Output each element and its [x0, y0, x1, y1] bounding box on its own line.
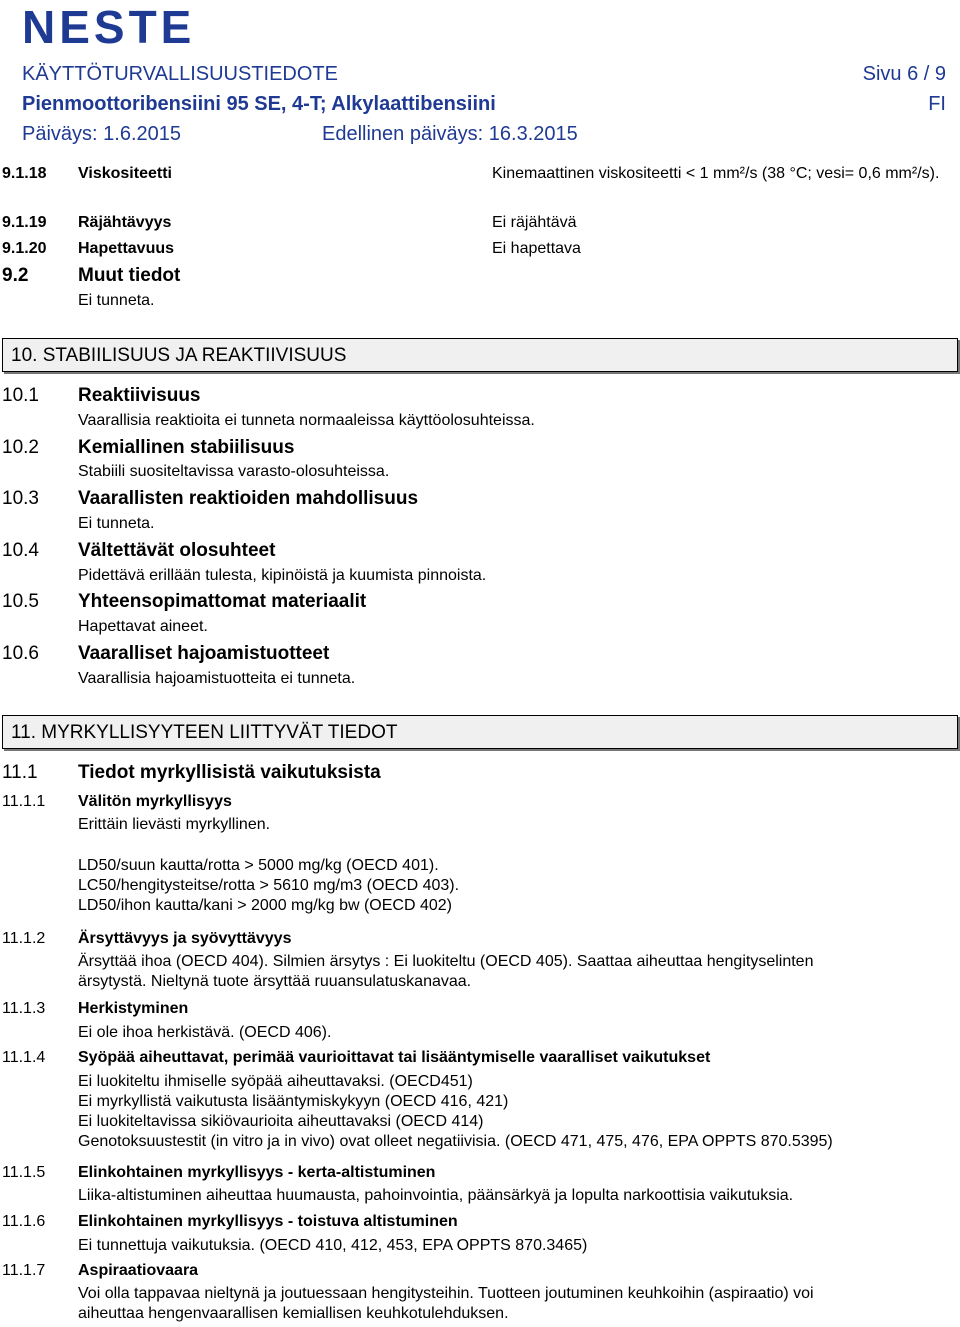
acute-tox-line-2: LD50/suun kautta/rotta > 5000 mg/kg (OECD 401). — [78, 857, 439, 874]
row-number: 9.2 — [2, 265, 29, 286]
cmr-line-1: Ei luokiteltu ihmiselle syöpää aiheuttavaksi. (OECD451) — [78, 1073, 473, 1090]
row-label: Muut tiedot — [78, 265, 181, 286]
item-number: 11.1.5 — [2, 1164, 46, 1181]
item-label: Vaarallisten reaktioiden mahdollisuus — [78, 488, 419, 509]
item-number: 10.3 — [2, 488, 39, 509]
stot-re-line-1: Ei tunnettuja vaikutuksia. (OECD 410, 412, 453, EPA OPPTS 870.3465) — [78, 1237, 588, 1254]
item-number: 10.6 — [2, 643, 39, 664]
row-value: Ei räjähtävä — [492, 214, 577, 231]
s10-item-5-text: Hapettavat aineet. — [78, 618, 208, 635]
item-number: 11.1.7 — [2, 1262, 46, 1279]
item-label: Vältettävät olosuhteet — [78, 540, 276, 561]
item-number: 10.4 — [2, 540, 39, 561]
previous-date: Edellinen päiväys: 16.3.2015 — [322, 123, 578, 145]
item-number: 11.1.2 — [2, 930, 46, 947]
item-label: Herkistyminen — [78, 1000, 189, 1017]
company-logo: NESTE — [22, 1, 196, 53]
cmr-line-4: Genotoksuustestit (in vitro ja in vivo) ovat olleet negatiivisia. (OECD 471, 475, 476, EPA OPPTS 870.5395) — [78, 1133, 833, 1150]
item-label: Tiedot myrkyllisistä vaikutuksista — [78, 762, 381, 783]
aspiration-line-1: Voi olla tappavaa nieltynä ja joutuessaan hengitysteihin. Tuotteen joutuminen keuhkoihin (aspiraatio) voi — [78, 1285, 814, 1302]
acute-tox-line-1: Erittäin lievästi myrkyllinen. — [78, 816, 271, 833]
cmr-line-3: Ei luokiteltavissa sikiövaurioita aiheuttavaksi (OECD 414) — [78, 1113, 484, 1130]
item-number: 10.1 — [2, 385, 39, 406]
item-label: Elinkohtainen myrkyllisyys - toistuva altistuminen — [78, 1213, 458, 1230]
item-label: Aspiraatiovaara — [78, 1262, 199, 1279]
row-label: Hapettavuus — [78, 240, 175, 257]
row-number: 9.1.19 — [2, 214, 47, 231]
item-number: 10.5 — [2, 591, 39, 612]
issue-date: Päiväys: 1.6.2015 — [22, 123, 181, 145]
row-label: Räjähtävyys — [78, 214, 172, 231]
doc-type: KÄYTTÖTURVALLISUUSTIEDOTE — [22, 63, 338, 85]
s10-item-2-text: Stabiili suositeltavissa varasto-olosuhteissa. — [78, 463, 390, 480]
row-number: 9.1.20 — [2, 240, 47, 257]
aspiration-line-2: aiheuttaa hengenvaarallisen kemiallisen keuhkotulehduksen. — [78, 1305, 509, 1322]
section-11-title: 11. MYRKYLLISYYTEEN LIITTYVÄT TIEDOT — [2, 715, 958, 749]
item-number: 10.2 — [2, 437, 39, 458]
doc-header-line2 — [22, 92, 946, 116]
page-number: Sivu 6 / 9 — [862, 63, 946, 85]
item-label: Reaktiivisuus — [78, 385, 201, 406]
irritation-line-2: ärsytystä. Nieltynä tuote ärsyttää ruuansulatuskanavaa. — [78, 973, 472, 990]
item-number: 11.1.6 — [2, 1213, 46, 1230]
item-label: Kemiallinen stabiilisuus — [78, 437, 295, 458]
cmr-line-2: Ei myrkyllistä vaikutusta lisääntymiskykyyn (OECD 416, 421) — [78, 1093, 509, 1110]
item-number: 11.1.4 — [2, 1049, 46, 1066]
s10-item-3-text: Ei tunneta. — [78, 515, 155, 532]
irritation-line-1: Ärsyttää ihoa (OECD 404). Silmien ärsytys : Ei luokiteltu (OECD 405). Saattaa aiheuttaa hengityselinten — [78, 953, 814, 970]
item-label: Yhteensopimattomat materiaalit — [78, 591, 367, 612]
acute-tox-line-3: LC50/hengitysteitse/rotta > 5610 mg/m3 (OECD 403). — [78, 877, 460, 894]
row-label: Viskositeetti — [78, 165, 172, 182]
sensitisation-line-1: Ei ole ihoa herkistävä. (OECD 406). — [78, 1024, 332, 1041]
s10-item-4-text: Pidettävä erillään tulesta, kipinöistä ja kuumista pinnoista. — [78, 567, 487, 584]
section-10-title: 10. STABIILISUUS JA REAKTIIVISUUS — [2, 338, 958, 372]
stot-se-line-1: Liika-altistuminen aiheuttaa huumausta, pahoinvointia, päänsärkyä ja lopulta narkoottisia vaikutuksia. — [78, 1187, 794, 1204]
s10-item-1-text: Vaarallisia reaktioita ei tunneta normaaleissa käyttöolosuhteissa. — [78, 412, 535, 429]
doc-header-line1 — [22, 62, 946, 86]
item-label: Ärsyttävyys ja syövyttävyys — [78, 930, 292, 947]
row-value: Kinemaattinen viskositeetti < 1 mm²/s (38 °C; vesi= 0,6 mm²/s). — [492, 165, 940, 182]
row-number: 9.1.18 — [2, 165, 47, 182]
item-label: Välitön myrkyllisyys — [78, 793, 232, 810]
acute-tox-line-4: LD50/ihon kautta/kani > 2000 mg/kg bw (OECD 402) — [78, 897, 452, 914]
other-info-text: Ei tunneta. — [78, 292, 155, 309]
s10-item-6-text: Vaarallisia hajoamistuotteita ei tunneta. — [78, 670, 356, 687]
item-number: 11.1.1 — [2, 793, 46, 810]
doc-header-line3 — [22, 122, 946, 146]
item-label: Elinkohtainen myrkyllisyys - kerta-altistuminen — [78, 1164, 436, 1181]
product-name: Pienmoottoribensiini 95 SE, 4-T; Alkylaattibensiini — [22, 93, 496, 115]
item-label: Vaaralliset hajoamistuotteet — [78, 643, 330, 664]
row-value: Ei hapettava — [492, 240, 581, 257]
item-number: 11.1 — [2, 762, 38, 783]
item-label: Syöpää aiheuttavat, perimää vaurioittavat tai lisääntymiselle vaaralliset vaikutukset — [78, 1049, 711, 1066]
language-code: FI — [928, 93, 946, 115]
item-number: 11.1.3 — [2, 1000, 46, 1017]
